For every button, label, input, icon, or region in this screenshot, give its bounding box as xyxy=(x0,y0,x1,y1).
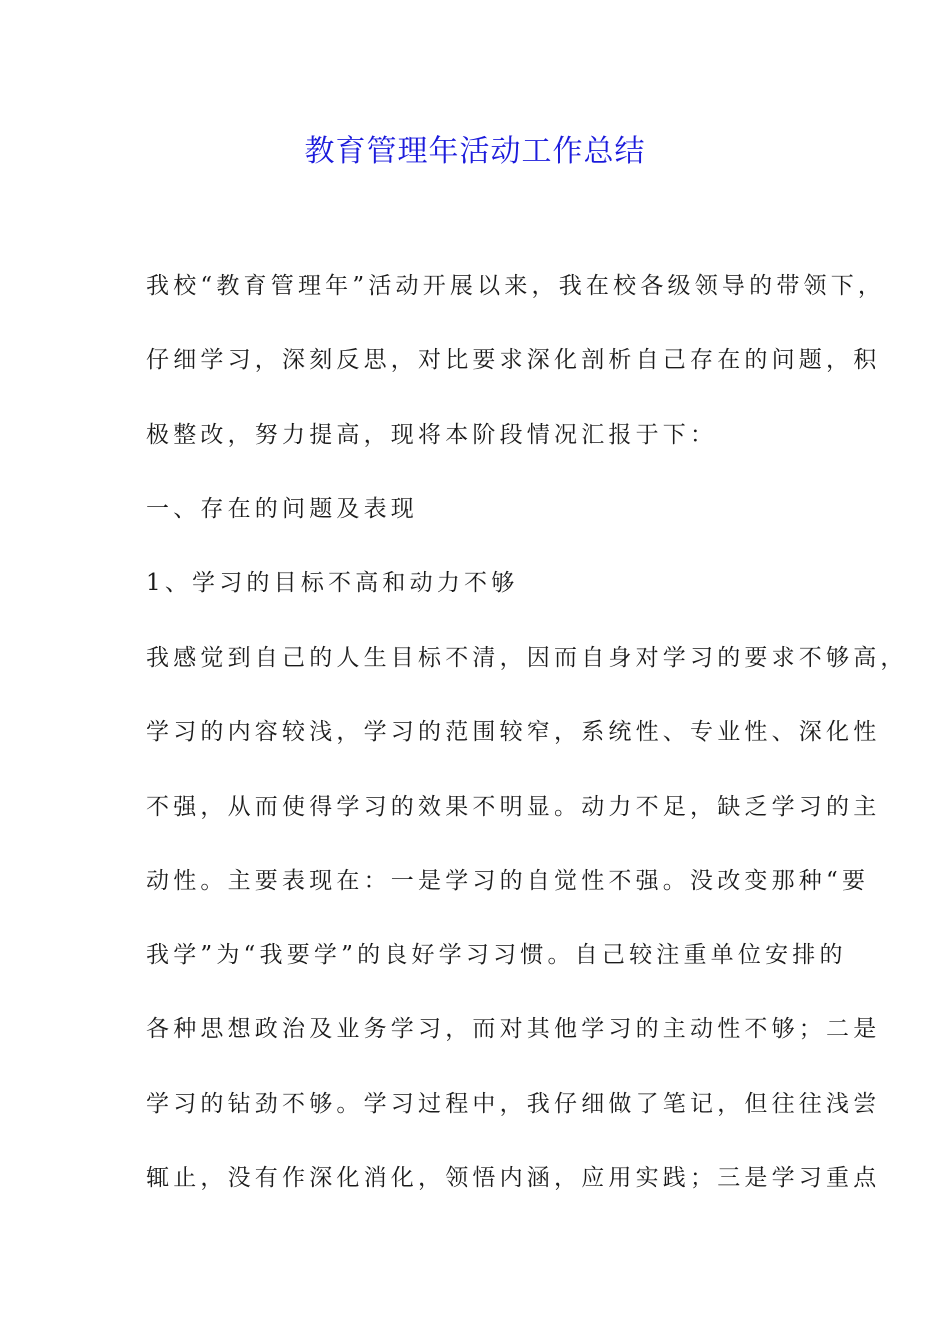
text-line: 动性。主要表现在：一是学习的自觉性不强。没改变那种“要 xyxy=(146,868,870,894)
subsection-heading: 1、学习的目标不高和动力不够 xyxy=(146,570,519,596)
text-line: 学习的内容较浅，学习的范围较窄，系统性、专业性、深化性 xyxy=(146,719,881,745)
text-line: 不强，从而使得学习的效果不明显。动力不足，缺乏学习的主 xyxy=(146,794,881,820)
text-line: 各种思想政治及业务学习，而对其他学习的主动性不够；二是 xyxy=(146,1016,881,1042)
text-line: 仔细学习，深刻反思，对比要求深化剖析自己存在的问题，积 xyxy=(146,347,881,373)
text-line: 我学”为“我要学”的良好学习习惯。自己较注重单位安排的 xyxy=(146,942,847,968)
text-line: 我感觉到自己的人生目标不清，因而自身对学习的要求不够高， xyxy=(146,645,908,671)
section-heading: 一、存在的问题及表现 xyxy=(146,496,418,522)
text-line: 辄止，没有作深化消化，领悟内涵，应用实践；三是学习重点 xyxy=(146,1165,881,1191)
text-line: 极整改，努力提高，现将本阶段情况汇报于下： xyxy=(146,422,718,448)
document-title: 教育管理年活动工作总结 xyxy=(304,134,646,169)
text-line: 学习的钻劲不够。学习过程中，我仔细做了笔记，但往往浅尝 xyxy=(146,1091,881,1117)
text-line: 我校“教育管理年”活动开展以来，我在校各级领导的带领下， xyxy=(146,273,886,299)
